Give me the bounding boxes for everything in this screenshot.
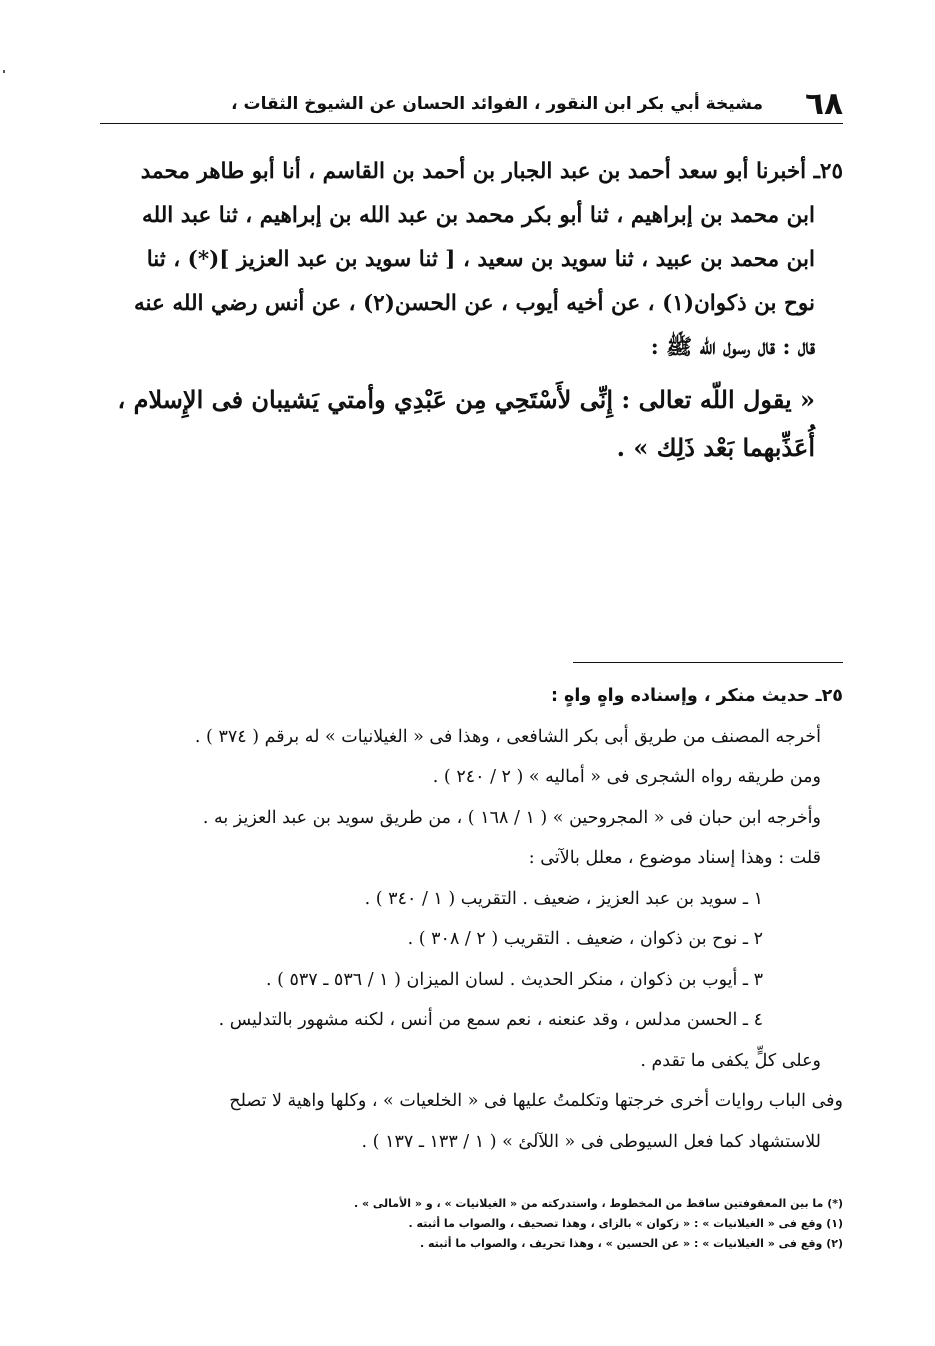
takhrij-notes [104, 676, 843, 1162]
hadith-line: قال : قال رسول الله ﷺ : [650, 335, 815, 360]
notes-item: ١ ـ سويد بن عبد العزيز ، ضعيف . التقريب ( ١ / ٣٤٠ ) . [364, 888, 763, 909]
notes-separator [573, 662, 843, 663]
hadith-line: نوح بن ذكوان(١) ، عن أخيه أيوب ، عن الحسن(٢) ، عن أنس رضي الله عنه [134, 291, 815, 316]
running-title: مشيخة أبي بكر ابن النقور ، الفوائد الحسان عن الشيوخ الثقات ، [231, 94, 763, 114]
notes-closing: للاستشهاد كما فعل السيوطى فى « اللآلئ » ( ١ / ١٣٣ ـ ١٣٧ ) . [361, 1131, 821, 1152]
page-header [100, 86, 843, 124]
hadith-line: ابن محمد بن عبيد ، ثنا سويد بن سعيد ، [ ثنا سويد بن عبد العزيز ](*) ، ثنا [146, 247, 815, 272]
hadith-line: ٢٥ـ أخبرنا أبو سعد أحمد بن عبد الجبار بن أحمد بن القاسم ، أنا أبو طاهر محمد [140, 159, 843, 184]
page-number: ٦٨ [805, 86, 843, 122]
hadith-text [102, 376, 843, 472]
notes-closing: وفى الباب روايات أخرى خرجتها وتكلمتُ عليها فى « الخلعيات » ، وكلها واهية لا تصلح [229, 1091, 843, 1111]
footnotes [320, 1194, 843, 1254]
notes-closing: وعلى كلٍّ يكفى ما تقدم . [640, 1050, 821, 1071]
hadith-line: ابن محمد بن إبراهيم ، ثنا أبو بكر محمد بن عبد الله بن إبراهيم ، ثنا عبد الله [142, 203, 815, 228]
notes-title: ٢٥ـ حديث منكر ، وإسناده واهٍ واهٍ : [550, 686, 843, 706]
hadith-text-line: أُعَذِّبهما بَعْد ذَلِك » . [616, 433, 815, 462]
notes-item: ٣ ـ أيوب بن ذكوان ، منكر الحديث . لسان الميزان ( ١ / ٥٣٦ ـ ٥٣٧ ) . [265, 969, 763, 990]
hadith-text-line: « يقول اللّه تعالى : إِنِّى لأَسْتَحِي مِن عَبْدِي وأمتي يَشيبان فى الإِسلام ، [117, 385, 815, 414]
notes-line: قلت : وهذا إسناد موضوع ، معلل بالآتى : [528, 848, 821, 868]
notes-line: أخرجه المصنف من طريق أبى بكر الشافعى ، وهذا فى « الغيلانيات » له برقم ( ٣٧٤ ) . [194, 726, 821, 747]
notes-item: ٤ ـ الحسن مدلس ، وقد عنعنه ، نعم سمع من أنس ، لكنه مشهور بالتدليس . [218, 1010, 763, 1030]
footnote: (*) ما بين المعقوفتين ساقط من المخطوط ، واستدركته من « الغيلانيات » ، و « الأمالى » . [353, 1197, 843, 1210]
notes-line: وأخرجه ابن حبان فى « المجروحين » ( ١ / ١٦٨ ) ، من طريق سويد بن عبد العزيز به . [202, 807, 821, 828]
scan-speck [3, 70, 5, 73]
notes-item: ٢ ـ نوح بن ذكوان ، ضعيف . التقريب ( ٢ / ٣٠٨ ) . [407, 929, 763, 949]
notes-line: ومن طريقه رواه الشجرى فى « أماليه » ( ٢ / ٢٤٠ ) . [432, 767, 821, 787]
footnote: (١) وقع فى « الغيلانيات » : « زكوان » بالزاى ، وهذا تصحيف ، والصواب ما أثبته . [408, 1217, 843, 1230]
hadith-block [102, 150, 843, 472]
footnote: (٢) وقع فى « الغيلانيات » : « عن الحسين » ، وهذا تحريف ، والصواب ما أثبته . [419, 1237, 843, 1250]
header-rule [100, 123, 843, 124]
